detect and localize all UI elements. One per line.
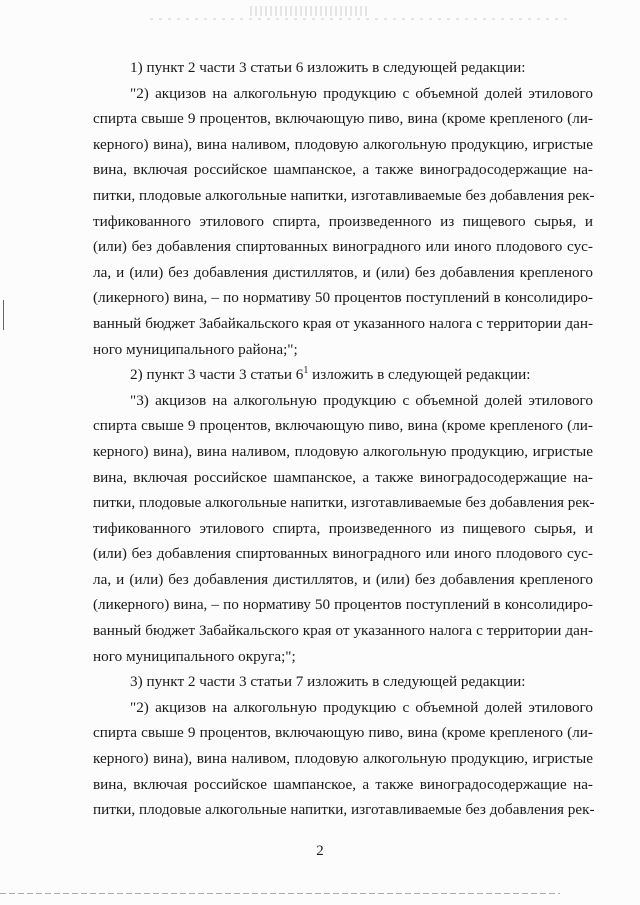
text-line: спирта свыше 9 процентов, включающую пиво, вина (кроме крепленого (ли- bbox=[93, 724, 593, 742]
text-line: питки, плодовые алкогольные напитки, изготавливаемые без добавления рек- bbox=[93, 801, 595, 819]
text-line: 2) пункт 3 части 3 статьи $6^1$ изложить в следующей редакции: bbox=[130, 365, 531, 384]
superscript: 1 bbox=[303, 365, 309, 377]
text-line: "2) акцизов на алкогольную продукцию с объемной долей этилового bbox=[130, 698, 593, 716]
text-line: (ликерного) вина, – по нормативу 50 процентов поступлений в консолидиро- bbox=[93, 596, 593, 614]
text-line: тификованного этилового спирта, произведенного из пищевого сырья, и bbox=[93, 519, 593, 537]
scan-artifact bbox=[0, 893, 560, 894]
text-line: тификованного этилового спирта, произведенного из пищевого сырья, и bbox=[93, 212, 593, 230]
margin-mark bbox=[3, 300, 4, 330]
paragraph-quote-2 bbox=[93, 388, 593, 670]
scan-artifact bbox=[150, 18, 570, 20]
paragraph-quote-1 bbox=[93, 81, 593, 363]
text-line: спирта свыше 9 процентов, включающую пиво, вина (кроме крепленого (ли- bbox=[93, 417, 593, 435]
text-line: вина, включая российское шампанское, а также виноградосодержащие на- bbox=[93, 468, 593, 486]
text-line: питки, плодовые алкогольные напитки, изготавливаемые без добавления рек- bbox=[93, 186, 595, 204]
text-line: ного муниципального района;"; bbox=[93, 340, 298, 358]
text-line: ного муниципального округа;"; bbox=[93, 647, 296, 665]
document-body bbox=[93, 55, 593, 823]
text-line: керного) вина), вина наливом, плодовую алкогольную продукцию, игристые bbox=[93, 135, 593, 153]
text-line: (ликерного) вина, – по нормативу 50 процентов поступлений в консолидиро- bbox=[93, 289, 593, 307]
text-line: ванный бюджет Забайкальского края от указанного налога с территории дан- bbox=[93, 622, 593, 640]
text-line: керного) вина), вина наливом, плодовую алкогольную продукцию, игристые bbox=[93, 750, 593, 768]
paragraph-item-1 bbox=[93, 55, 593, 81]
text-line: ла, и (или) без добавления дистиллятов, и (или) без добавления крепленого bbox=[93, 570, 593, 588]
paragraph-item-3 bbox=[93, 669, 593, 695]
text-line: 1) пункт 2 части 3 статьи 6 изложить в следующей редакции: bbox=[130, 59, 526, 76]
text-line: спирта свыше 9 процентов, включающую пиво, вина (кроме крепленого (ли- bbox=[93, 110, 593, 128]
text-line: "3) акцизов на алкогольную продукцию с объемной долей этилового bbox=[130, 391, 593, 409]
page-number: 2 bbox=[316, 843, 324, 859]
paragraph-item-2 bbox=[93, 362, 593, 388]
text-line: питки, плодовые алкогольные напитки, изготавливаемые без добавления рек- bbox=[93, 494, 595, 512]
scan-artifact bbox=[250, 6, 370, 16]
text-line: "2) акцизов на алкогольную продукцию с объемной долей этилового bbox=[130, 84, 593, 102]
text-line: ла, и (или) без добавления дистиллятов, и (или) без добавления крепленого bbox=[93, 263, 593, 281]
text-line: (или) без добавления спиртованных виноградного или иного плодового сус- bbox=[93, 238, 593, 256]
text-line: (или) без добавления спиртованных виноградного или иного плодового сус- bbox=[93, 545, 593, 563]
text-line: вина, включая российское шампанское, а также виноградосодержащие на- bbox=[93, 161, 593, 179]
text-line: 3) пункт 2 части 3 статьи 7 изложить в следующей редакции: bbox=[130, 673, 526, 691]
text-line: керного) вина), вина наливом, плодовую алкогольную продукцию, игристые bbox=[93, 442, 593, 460]
text-line: ванный бюджет Забайкальского края от указанного налога с территории дан- bbox=[93, 314, 593, 332]
paragraph-quote-3 bbox=[93, 695, 593, 823]
text-line: вина, включая российское шампанское, а также виноградосодержащие на- bbox=[93, 775, 593, 793]
